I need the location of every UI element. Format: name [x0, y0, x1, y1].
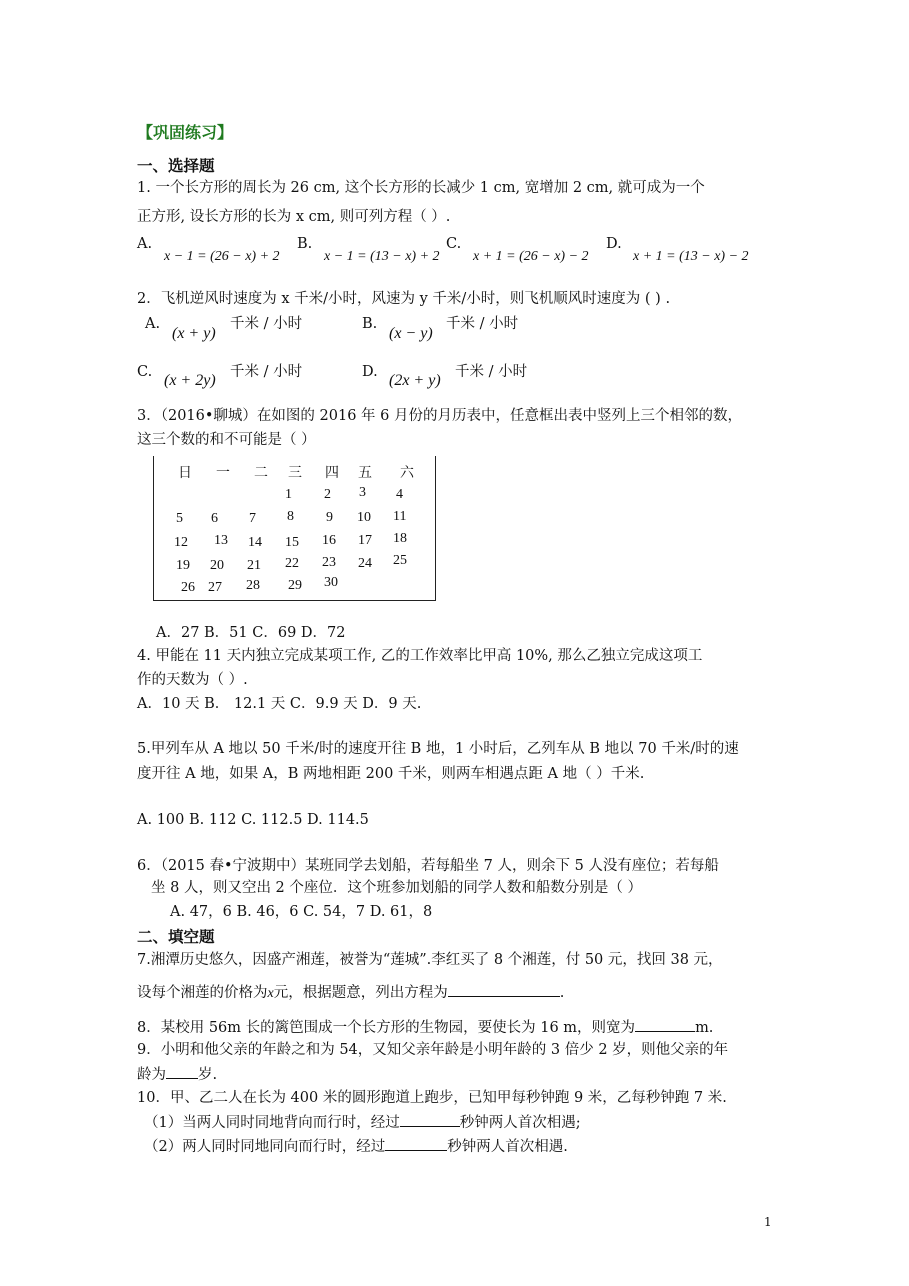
- calendar-day: 21: [247, 558, 261, 573]
- q10-part1-text-a: （1）当两人同时同地背向而行时，经过: [144, 1115, 400, 1131]
- q3-options: A．27 B．51 C．69 D．72: [156, 625, 346, 641]
- q4-options: A．10 天 B． 12.1 天 C．9.9 天 D．9 天.: [137, 696, 422, 712]
- calendar-header-sat: 六: [400, 466, 414, 481]
- page-number: 1: [764, 1215, 772, 1229]
- calendar-header-mon: 一: [216, 466, 230, 481]
- q3-line2: 这三个数的和不可能是（ ）: [137, 432, 316, 448]
- calendar-day: 20: [210, 558, 224, 573]
- q2-c-expression: (x + 2y): [164, 372, 216, 389]
- q1-line2: 正方形, 设长方形的长为 x cm, 则可列方程（ ）.: [137, 209, 451, 225]
- q7-text-end: .: [559, 985, 565, 1001]
- calendar-day: 19: [176, 558, 190, 573]
- section-heading-fill: 二、填空题: [137, 927, 215, 946]
- q1-d-equation: x + 1 = (13 − x) − 2: [633, 249, 749, 264]
- q9-line1: 9．小明和他父亲的年龄之和为 54，又知父亲年龄是小明年龄的 3 倍少 2 岁，则他父亲的年: [137, 1042, 729, 1058]
- calendar-day: 30: [324, 575, 338, 590]
- q7-variable: x: [267, 986, 274, 1001]
- calendar-day: 29: [288, 578, 302, 593]
- q10-part2-answer-blank[interactable]: [385, 1136, 447, 1151]
- calendar-header-tue: 二: [254, 466, 268, 481]
- q2-b-expression: (x − y): [389, 325, 433, 342]
- q9-answer-blank[interactable]: [166, 1064, 198, 1079]
- calendar-day: 23: [322, 555, 336, 570]
- calendar-day: 24: [358, 556, 372, 571]
- calendar-day: 6: [211, 511, 218, 526]
- calendar-header-wed: 三: [288, 466, 302, 481]
- q9-text-a: 龄为: [137, 1067, 166, 1083]
- calendar-table: [153, 456, 436, 601]
- q10-part2-text-a: （2）两人同时同地同向而行时，经过: [144, 1139, 386, 1155]
- q10-part2: [144, 1136, 568, 1157]
- q6-line1: 6．（2015 春•宁波期中）某班同学去划船，若每船坐 7 人，则余下 5 人没有座位；若每船: [137, 858, 719, 874]
- q1-c-equation: x + 1 = (26 − x) − 2: [473, 249, 589, 264]
- q8-line: [137, 1017, 713, 1038]
- q2-d-unit: 千米 / 小时: [455, 364, 528, 380]
- q9-text-b: 岁.: [198, 1067, 218, 1083]
- calendar-day: 7: [249, 511, 256, 526]
- q2-a-label: A.: [145, 316, 161, 332]
- calendar-day: 12: [174, 535, 188, 550]
- q10-part2-text-b: 秒钟两人首次相遇.: [447, 1139, 568, 1155]
- q7-line2: [137, 982, 564, 1004]
- calendar-day: 17: [358, 533, 372, 548]
- calendar-day: 26: [181, 580, 195, 595]
- calendar-header-fri: 五: [358, 466, 372, 481]
- q2-c-label: C.: [137, 364, 153, 380]
- calendar-day: 8: [287, 509, 294, 524]
- calendar-day: 22: [285, 556, 299, 571]
- q8-text-b: m.: [695, 1020, 714, 1036]
- q8-text-a: 8．某校用 56m 长的篱笆围成一个长方形的生物园，要使长为 16 m，则宽为: [137, 1020, 636, 1036]
- q2-b-label: B.: [362, 316, 378, 332]
- calendar-day: 1: [285, 487, 292, 502]
- q6-options: A. 47，6 B. 46，6 C. 54，7 D. 61，8: [170, 904, 433, 920]
- calendar-day: 3: [359, 485, 366, 500]
- q10-part1-answer-blank[interactable]: [400, 1112, 460, 1127]
- calendar-day: 2: [324, 487, 331, 502]
- calendar-header-sun: 日: [178, 466, 192, 481]
- q2-line1: 2．飞机逆风时速度为 x 千米/小时，风速为 y 千米/小时，则飞机顺风时速度为 ( ) .: [137, 291, 671, 307]
- q1-a-label: A.: [137, 236, 153, 252]
- q4-line1: 4. 甲能在 11 天内独立完成某项工作, 乙的工作效率比甲高 10%, 那么乙独立完成这项工: [137, 648, 703, 664]
- q7-text-b: 元，根据题意，列出方程为: [273, 985, 448, 1001]
- practice-title: 【巩固练习】: [137, 123, 234, 142]
- q2-b-unit: 千米 / 小时: [446, 316, 519, 332]
- calendar-day: 16: [322, 533, 336, 548]
- calendar-day: 11: [393, 509, 407, 524]
- q10-line1: 10．甲、乙二人在长为 400 米的圆形跑道上跑步，已知甲每秒钟跑 9 米，乙每秒钟跑 7 米.: [137, 1090, 727, 1106]
- q2-d-expression: (2x + y): [389, 372, 441, 389]
- section-heading-choice: 一、选择题: [137, 156, 215, 175]
- q8-answer-blank[interactable]: [635, 1017, 695, 1032]
- q5-line1: 5.甲列车从 A 地以 50 千米/时的速度开往 B 地，1 小时后，乙列车从 B 地以 70 千米/时的速: [137, 741, 739, 757]
- q10-part1-text-b: 秒钟两人首次相遇;: [459, 1115, 581, 1131]
- calendar-day: 28: [246, 578, 260, 593]
- calendar-day: 4: [396, 487, 403, 502]
- calendar-header-thu: 四: [325, 466, 339, 481]
- calendar-day: 18: [393, 531, 407, 546]
- q3-line1: 3．（2016•聊城）在如图的 2016 年 6 月份的月历表中，任意框出表中竖列上三个相邻的数，: [137, 408, 742, 424]
- calendar-day: 14: [248, 535, 262, 550]
- calendar-day: 5: [176, 511, 183, 526]
- calendar-day: 10: [357, 510, 371, 525]
- q2-c-unit: 千米 / 小时: [230, 364, 303, 380]
- q10-part1: [144, 1112, 581, 1133]
- q5-options: A. 100 B. 112 C. 112.5 D. 114.5: [137, 812, 369, 828]
- calendar-day: 15: [285, 535, 299, 550]
- q2-d-label: D.: [362, 364, 378, 380]
- q1-line1: 1. 一个长方形的周长为 26 cm, 这个长方形的长减少 1 cm, 宽增加 2 cm, 就可成为一个: [137, 180, 705, 196]
- q7-answer-blank[interactable]: [448, 982, 560, 997]
- q2-a-expression: (x + y): [172, 325, 216, 342]
- q7-line1: 7.湘潭历史悠久，因盛产湘莲，被誉为“莲城”.李红买了 8 个湘莲，付 50 元，找回 38 元，: [137, 952, 723, 968]
- q7-text-a: 设每个湘莲的价格为: [137, 985, 268, 1001]
- calendar-day: 25: [393, 553, 407, 568]
- q4-line2: 作的天数为（ ）.: [137, 672, 248, 688]
- q1-b-equation: x − 1 = (13 − x) + 2: [324, 249, 440, 264]
- calendar-day: 13: [214, 533, 228, 548]
- calendar-day: 9: [326, 510, 333, 525]
- q5-line2: 度开往 A 地，如果 A，B 两地相距 200 千米，则两车相遇点距 A 地（ ）千米.: [137, 766, 645, 782]
- q1-b-label: B.: [297, 236, 313, 252]
- q6-line2: 坐 8 人，则又空出 2 个座位．这个班参加划船的同学人数和船数分别是（ ）: [151, 880, 642, 896]
- q1-d-label: D.: [606, 236, 622, 252]
- q2-a-unit: 千米 / 小时: [230, 316, 303, 332]
- q1-c-label: C.: [446, 236, 462, 252]
- calendar-day: 27: [208, 580, 222, 595]
- q1-a-equation: x − 1 = (26 − x) + 2: [164, 249, 280, 264]
- q9-line2: [137, 1064, 217, 1085]
